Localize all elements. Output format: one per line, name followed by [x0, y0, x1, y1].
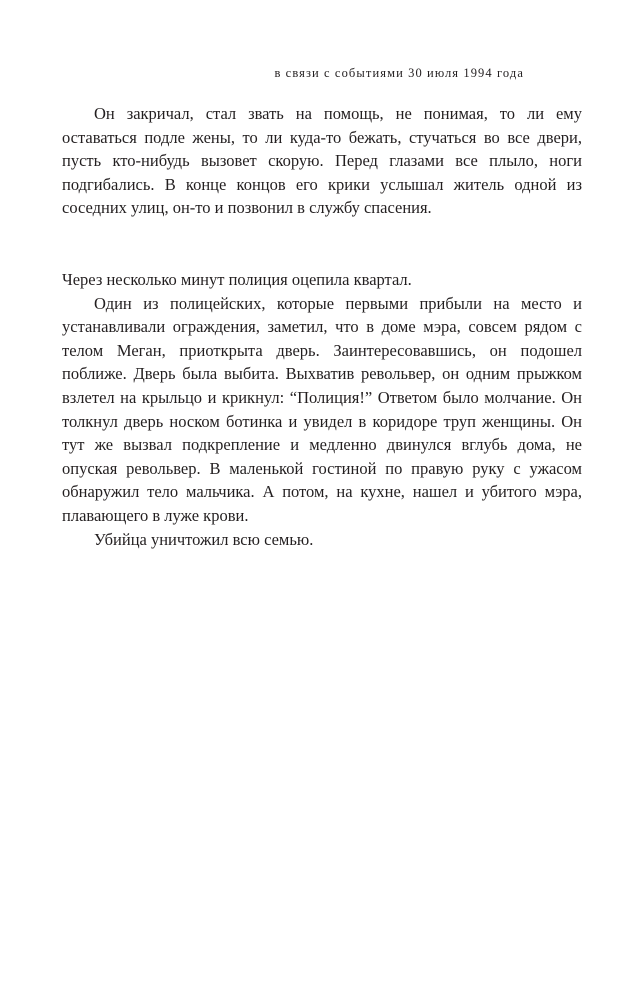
text-block-bottom	[62, 268, 582, 551]
paragraph: Один из полицейских, которые первыми прибыли на место и устанавливали ограждения, заметил, что в доме мэра, совсем рядом с телом Меган, приоткрыта дверь. Заинтересовавшись, он подошел поближе. Дверь была выбита. Выхватив револьвер, он одним прыжком взлетел на крыльцо и крикнул: “Полиция!” Ответом было молчание. Он толкнул дверь носком ботинка и увидел в коридоре труп женщины. Он тут же вызвал подкрепление и медленно двинулся вглубь дома, не опуская револьвер. В маленькой гостиной по правую руку с ужасом обнаружил тело мальчика. А потом, на кухне, нашел и убитого мэра, плавающего в луже крови.	[62, 293, 582, 525]
running-header: в связи с событиями 30 июля 1994 года	[274, 66, 524, 80]
paragraph-lead: Через несколько минут полиция оцепила квартал.	[62, 270, 412, 289]
paragraph: Он закричал, стал звать на помощь, не понимая, то ли ему оставаться подле жены, то ли куда-то бежать, стучаться во все двери, пусть кто-нибудь вызовет скорую. Перед глазами все плыло, ноги подгибались. В конце концов его крики услышал житель одной из соседних улиц, он-то и позвонил в службу спасения.	[62, 104, 582, 218]
paragraph: Убийца уничтожил всю семью.	[94, 529, 314, 549]
text-block-top	[62, 102, 582, 220]
